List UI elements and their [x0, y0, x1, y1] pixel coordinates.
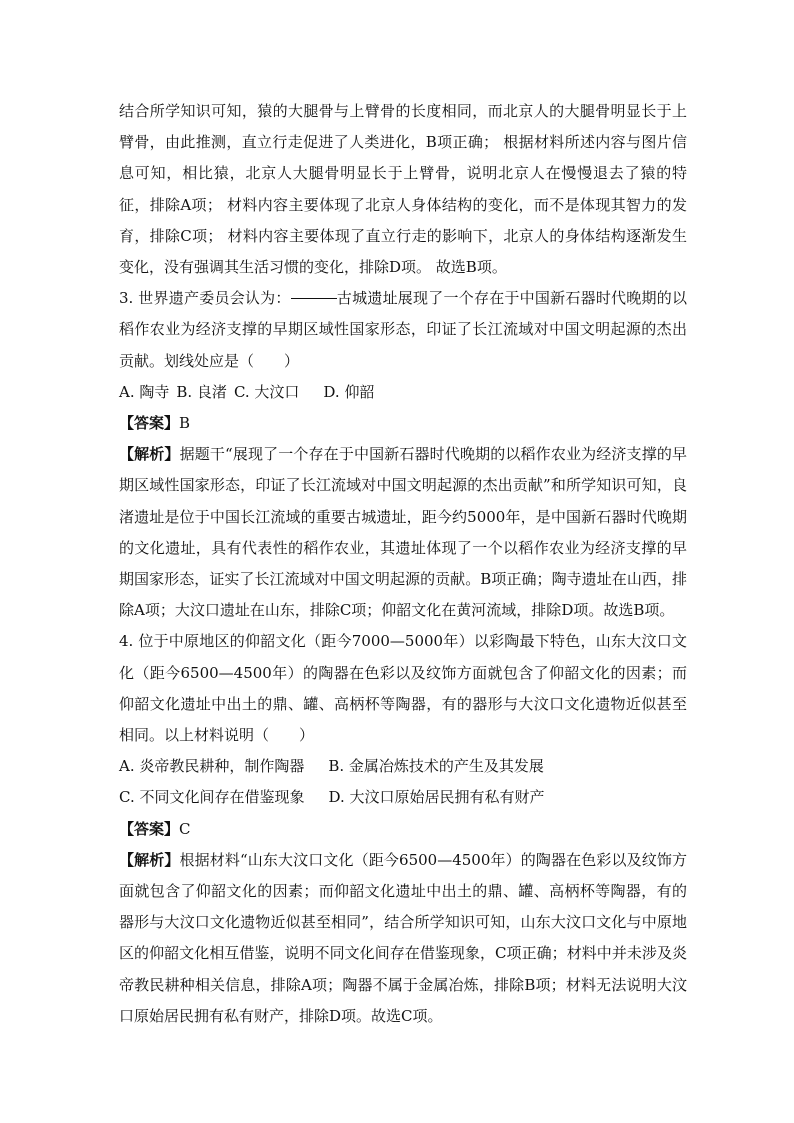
q3-stem [119, 283, 687, 377]
q3-stem-after-blank: 古城遗址展现了一个存在于中国新石器时代晚期的以稻作农业为经济支撑的早期区域性国家形态，印证了长江流域对中国文明起源的杰出贡献。划线处应是（ ） [119, 289, 687, 370]
q3-blank-line [291, 297, 337, 299]
q3-answer-label: 【答案】 [119, 414, 180, 433]
q4-option-c: C. 不同文化间存在借鉴现象 [119, 788, 305, 807]
q4-options-row2 [119, 782, 687, 813]
q4-explanation-text: 根据材料“山东大汶口文化（距今6500—4500年）的陶器在色彩以及纹饰方面就包含了仰韶文化的因素；而仰韶文化遗址中出土的鼎、罐、高柄杯等陶器，有的器形与大汶口文化遗物近似甚至相同”，结合所学知识可知，山东大汶口文化与中原地区的仰韶文化相互借鉴，说明不同文化间存在借鉴现象，C项正确；材料中并未涉及炎帝教民耕种相关信息，排除A项；陶器不属于金属冶炼，排除B项；材料无法说明大汶口原始居民拥有私有财产，排除D项。故选C项。 [119, 850, 687, 1025]
q3-explanation [119, 439, 687, 626]
q4-explanation [119, 845, 687, 1032]
q4-explanation-label: 【解析】 [119, 850, 180, 869]
q4-option-d: D. 大汶口原始居民拥有私有财产 [328, 788, 545, 807]
q3-option-d: D. 仰韶 [323, 382, 375, 401]
q3-option-c: C. 大汶口 [233, 382, 300, 401]
q4-option-a: A. 炎帝教民耕种，制作陶器 [119, 757, 305, 776]
q3-answer [119, 408, 687, 439]
document-page [119, 96, 687, 1032]
q3-option-b: B. 良渚 [176, 382, 227, 401]
q4-answer-label: 【答案】 [119, 819, 180, 838]
q4-answer [119, 814, 687, 845]
q4-option-b: B. 金属冶炼技术的产生及其发展 [328, 757, 544, 776]
q3-explanation-label: 【解析】 [119, 445, 180, 464]
q4-stem: 4. 位于中原地区的仰韶文化（距今7000—5000年）以彩陶最下特色，山东大汶口文化（距今6500—4500年）的陶器在色彩以及纹饰方面就包含了仰韶文化的因素；而仰韶文化遗址中出土的鼎、罐、高柄杯等陶器，有的器形与大汶口文化遗物近似甚至相同。以上材料说明（ ） [119, 632, 687, 745]
q4-answer-value: C [179, 819, 191, 838]
q2-explanation-tail: 结合所学知识可知，猿的大腿骨与上臂骨的长度相同，而北京人的大腿骨明显长于上臂骨，由此推测，直立行走促进了人类进化，B项正确； 根据材料所述内容与图片信息可知，相比猿，北京人大腿骨明显长于上臂骨，说明北京人在慢慢退去了猿的特征，排除A项； 材料内容主要体现了北京人身体结构的变化，而不是体现其智力的发育，排除C项； 材料内容主要体现了直立行走的影响下，北京人的身体结构逐渐发生变化，没有强调其生活习惯的变化，排除D项。 故选B项。 [119, 102, 687, 277]
q3-option-a: A. 陶寺 [119, 382, 170, 401]
q3-explanation-text: 据题干“展现了一个存在于中国新石器时代晚期的以稻作农业为经济支撑的早期区域性国家形态，印证了长江流域对中国文明起源的杰出贡献”和所学知识可知，良渚遗址是位于中国长江流域的重要古城遗址，距今约5000年，是中国新石器时代晚期的文化遗址，具有代表性的稻作农业，其遗址体现了一个以稻作农业为经济支撑的早期国家形态，证实了长江流域对中国文明起源的贡献。B项正确；陶寺遗址在山西，排除A项；大汶口遗址在山东，排除C项；仰韶文化在黄河流域，排除D项。故选B项。 [119, 445, 687, 620]
q4-options-row1 [119, 751, 687, 782]
q3-stem-before-blank: 3. 世界遗产委员会认为： [119, 289, 291, 308]
q3-answer-value: B [179, 414, 191, 433]
q3-options [119, 377, 687, 408]
